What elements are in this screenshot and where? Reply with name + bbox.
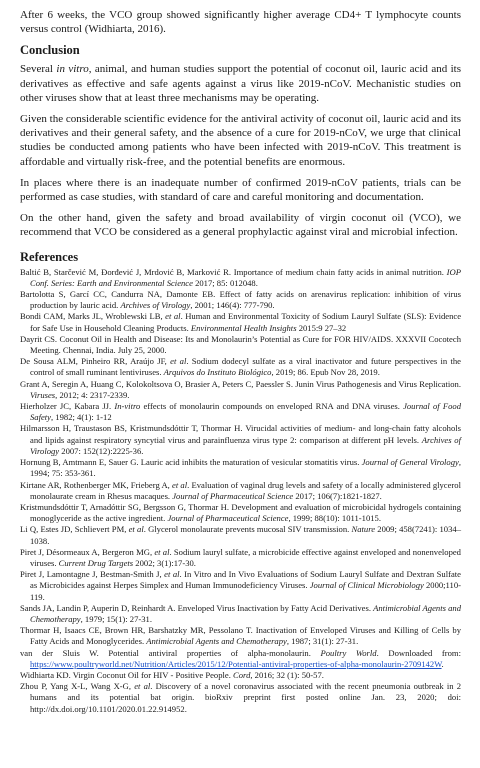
reference-item: Piret J, Désormeaux A, Bergeron MG, et al. Sodium lauryl sulfate, a microbicide effective against enveloped and nonenveloped viruses. Current Drug Targets 2002; 3(1):17-30.: [20, 546, 461, 568]
reference-item: Kristmundsdóttir T, Arnadóttir SG, Bergsson G, Thormar H. Development and evaluation of microbicidal hydrogels containing monoglyceride as the active ingredient. Journal of Pharmaceutical Science, 1999; 88(10): 1011-1015.: [20, 501, 461, 524]
reference-item: Dayrit CS. Coconut Oil in Health and Disease: Its and Monolaurin’s Potential as Cure for FOR HIV/AIDS. XXXVII Cocotech Meeting. Chennai, India. July 25, 2000.: [20, 333, 461, 356]
reference-item: Zhou P, Yang X-L, Wang X-G, et al. Discovery of a novel coronavirus associated with the recent pneumonia outbreak in 2 humans and its potential bat origin. bioRxiv preprint first posted online Jan. 23, 2020; doi: http://dx.doi.org/10.1101/2020.01.22.914952.: [20, 681, 461, 714]
conclusion-paragraph-2: Given the considerable scientific evidence for the antiviral activity of coconut oil, lauric acid and its derivatives and their general safety, and the absence of a cure for 2019-nCoV, we urge that clinical studies be conducted among patients who have been infected with 2019-nCoV. This treatment is affordable and virtually risk-free, and the potential benefits are enormous.: [20, 113, 461, 168]
reference-item: Hornung B, Amtmann E, Sauer G. Lauric acid inhibits the maturation of vesicular stomatitis virus. Journal of General Virology, 1994; 75: 353-361.: [20, 457, 461, 479]
reference-item: Sands JA, Landin P, Auperin D, Reinhardt A. Enveloped Virus Inactivation by Fatty Acid Derivatives. Antimicrobial Agents and Chemotherapy, 1979; 15(1): 27-31.: [20, 602, 461, 624]
reference-item: van der Sluis W. Potential antiviral properties of alpha-monolaurin. Poultry World. Downloaded from: https://www.poultryworld.net/Nutrition/Articles/2015/12/Potential-antiviral-properties-of-alpha-monolaurin-2709142W.: [20, 647, 462, 669]
conclusion-paragraph-1: Several in vitro, animal, and human studies support the potential of coconut oil, lauric acid and its derivatives as effective and safe agents against a virus like 2019-nCoV. Mechanistic studies on other viruses show that at least three mechanisms may be operating.: [20, 63, 461, 104]
reference-item: Piret J, Lamontagne J, Bestman-Smith J, et al. In Vitro and In Vivo Evaluations of Sodium Lauryl Sulfate and Dextran Sulfate as Microbicides against Herpes Simplex and Human Immunodeficiency Viruses. Journal of Clinical Microbiology 2000;110-119.: [20, 569, 461, 602]
conclusion-paragraph-4: On the other hand, given the safety and broad availability of virgin coconut oil (VCO), we recommend that VCO be considered as a general prophylactic against viral and microbial infection.: [20, 212, 461, 239]
conclusion-paragraph-3: In places where there is an inadequate number of confirmed 2019-nCoV patients, trials can be performed as case studies, with standard of care and careful monitoring and documentation.: [20, 176, 461, 204]
references-heading: References: [20, 249, 79, 264]
conclusion-heading: Conclusion: [20, 43, 80, 58]
reference-item: Kirtane AR, Rothenberger MK, Frieberg A, et al. Evaluation of vaginal drug levels and safety of a locally administered glycerol monolaurate cream in Rhesus macaques. Journal of Pharmaceutical Science 2017; 106(7):1821-1827.: [20, 479, 461, 501]
reference-item: De Sousa ALM, Pinheiro RR, Araújo JF, et al. Sodium dodecyl sulfate as a viral inactivator and future perspectives in the control of small ruminant lentiviruses. Arquivos do Instituto Biológico, 2019; 86. Epub Nov 28, 2019.: [20, 356, 461, 378]
reference-item: Thormar H, Isaacs CE, Brown HR, Barshatzky MR, Pessolano T. Inactivation of Enveloped Viruses and Killing of Cells by Fatty Acids and Monoglycerides. Antimicrobial Agents and Chemotherapy, 1987; 31(1): 27-31.: [20, 625, 461, 647]
reference-link[interactable]: https://www.poultryworld.net/Nutrition/Articles/2015/12/Potential-antiviral-properties-of-alpha-monolaurin-2709142W: [30, 658, 442, 669]
reference-item: Grant A, Seregin A, Huang C, Kolokoltsova O, Brasier A, Peters C, Paessler S. Junin Virus Pathogenesis and Virus Replication. Viruses, 2012; 4: 2317-2339.: [20, 378, 461, 400]
reference-item: Widhiarta KD. Virgin Coconut Oil for HIV - Positive People. Cord, 2016; 32 (1): 50-57.: [20, 669, 324, 680]
reference-item: Bartolotta S, Garcí CC, Candurra NA, Damonte EB. Effect of fatty acids on arenavirus replication: inhibition of virus production by lauric acid. Archives of Virology, 2001; 146(4): 777-790.: [20, 289, 461, 311]
reference-item: Bondi CAM, Marks JL, Wroblewski LB, et al. Human and Environmental Toxicity of Sodium Lauryl Sulfate (SLS): Evidence for Safe Use in Household Cleaning Products. Environmental Health Insights 2015:9 27–32: [20, 311, 462, 333]
reference-item: Baltić B, Starčević M, Đorđević J, Mrdović B, Marković R. Importance of medium chain fatty acids in animal nutrition. IOP Conf. Series: Earth and Environmental Science 2017; 85: 012048.: [20, 266, 461, 288]
intro-paragraph: After 6 weeks, the VCO group showed significantly higher average CD4+ T lymphocyte counts versus control (Widhiarta, 2016).: [20, 9, 461, 36]
reference-item: Hilmarsson H, Traustason BS, Kristmundsdóttir T, Thormar H. Virucidal activities of medium- and long-chain fatty alcohols and lipids against respiratory syncytial virus and parainfluenza virus type 2: comparison at different pH levels. Archives of Virology 2007: 152(12):2225-36.: [20, 423, 461, 456]
reference-item: Hierholzer JC, Kabara JJ. In-vitro effects of monolaurin compounds on enveloped RNA and DNA viruses. Journal of Food Safety, 1982; 4(1): 1-12: [20, 401, 461, 423]
reference-item: Li Q, Estes JD, Schlievert PM, et al. Glycerol monolaurate prevents mucosal SIV transmission. Nature 2009; 458(7241): 1034–1038.: [20, 524, 461, 546]
